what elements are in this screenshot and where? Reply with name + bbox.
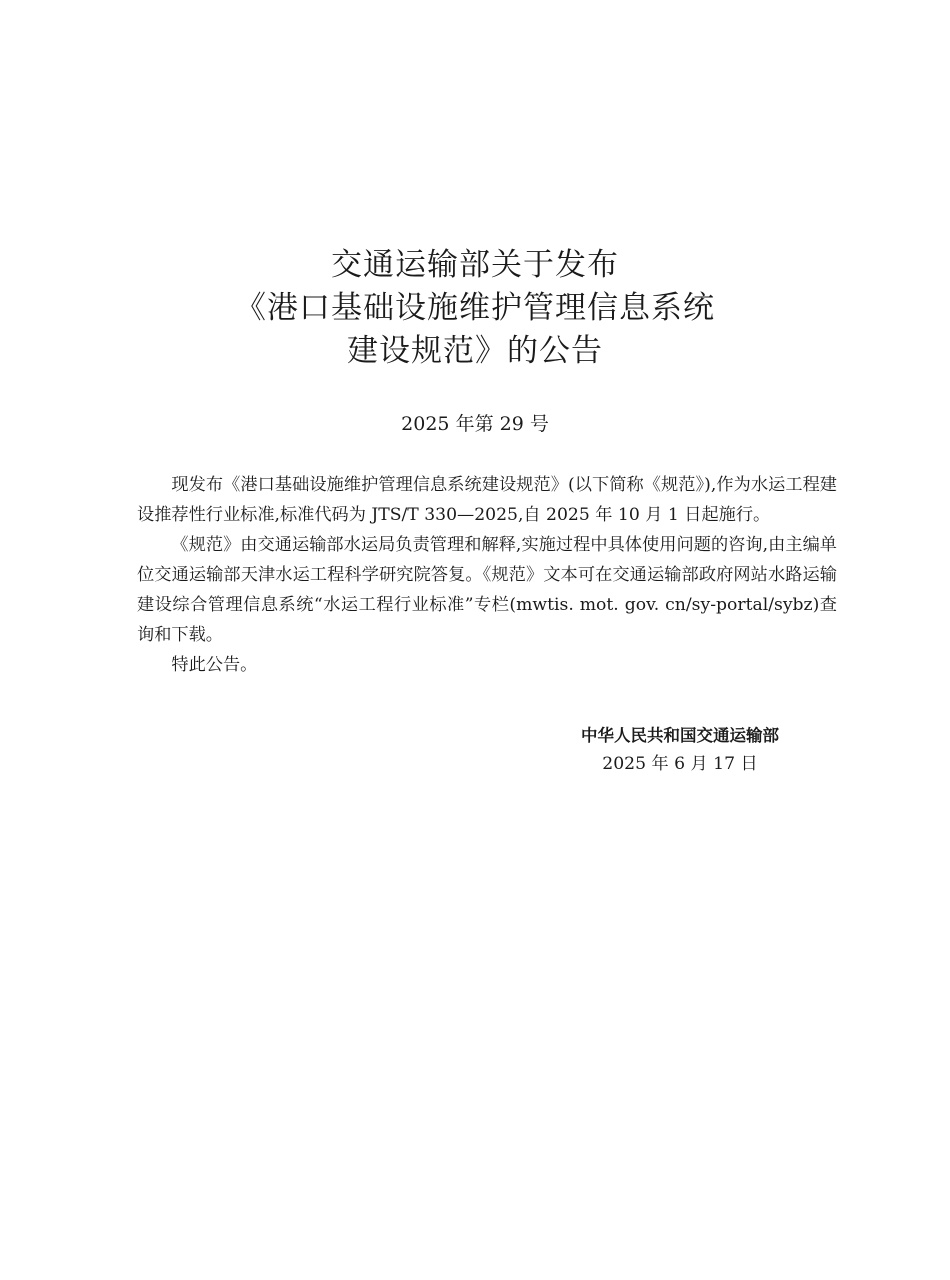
- announcement-title: [0, 244, 950, 373]
- issue-date: 2025 年 6 月 17 日: [602, 754, 758, 774]
- paragraph-management: 《规范》由交通运输部水运局负责管理和解释,实施过程中具体使用问题的咨询,由主编单位交通运输部天津水运工程科学研究院答复。《规范》文本可在交通运输部政府网站水路运输建设综合管理信息系统“水运工程行业标准”专栏(mwtis. mot. gov. cn/sy-portal/sybz)查询和下载。: [137, 535, 837, 645]
- announcement-body: [137, 470, 837, 680]
- paragraph-closing: 特此公告。: [171, 655, 258, 675]
- document-number: 2025 年第 29 号: [401, 413, 549, 435]
- paragraph-publication: 现发布《港口基础设施维护管理信息系统建设规范》(以下简称《规范》),作为水运工程建设推荐性行业标准,标准代码为 JTS/T 330—2025,自 2025 年 10 月 1 日起施行。: [137, 475, 837, 525]
- issuing-organization: 中华人民共和国交通运输部: [581, 726, 779, 745]
- signature-block: [560, 722, 800, 778]
- title-line-2: 《港口基础设施维护管理信息系统: [235, 290, 715, 326]
- title-line-3: 建设规范》的公告: [347, 333, 603, 369]
- title-line-1: 交通运输部关于发布: [331, 247, 619, 283]
